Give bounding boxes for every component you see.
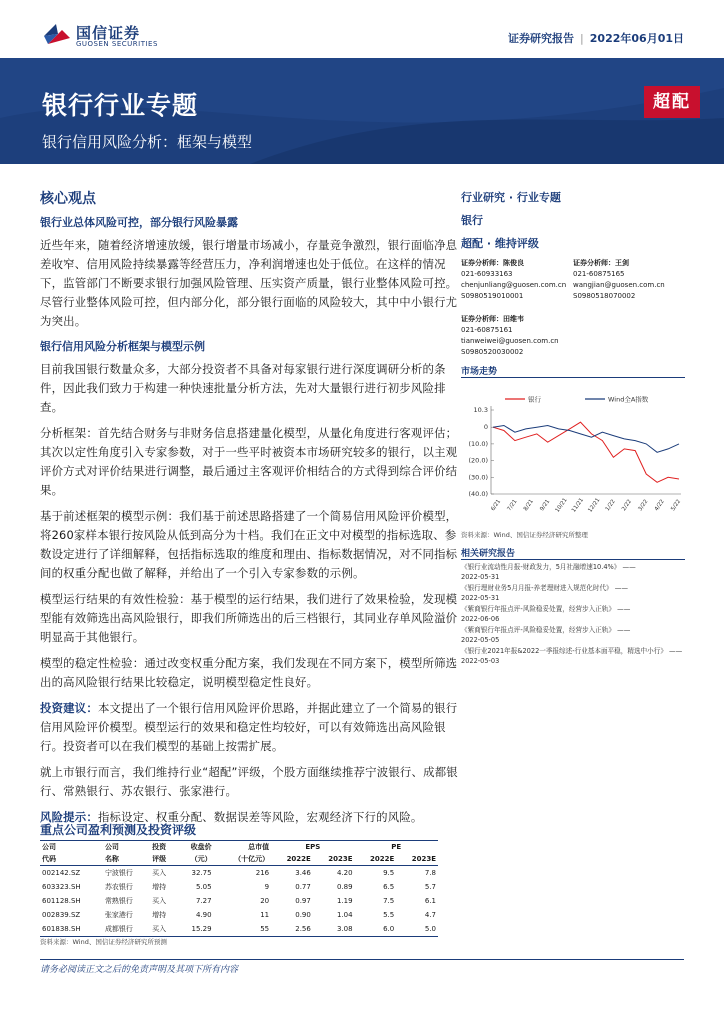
table-cell: 宁波银行 [104,869,133,877]
table-cell: 603323.SH [42,883,81,891]
y-tick-label: 0 [483,423,488,432]
related-report-item[interactable] [461,625,685,645]
separator: —— [612,584,628,592]
top-bar [0,0,724,58]
table-cell: 6.1 [424,897,436,905]
table-cell: 苏农银行 [104,883,133,891]
divider [461,377,685,378]
paragraph: 模型运行结果的有效性检验：基于模型的运行结果，我们进行了效果检验，发现模型能有效筛选出高风险银行，即我们所筛选出的后三档银行，其同业存单风险溢价明显高于其他银行。 [40,592,458,644]
report-date: 2022年06月01日 [589,32,684,45]
report-date: 2022-05-03 [461,657,500,665]
x-tick-label: 10/21 [554,497,569,514]
table-cell: 7.27 [195,897,212,905]
table-cell: 9.5 [383,869,395,877]
table-cell: 002142.SZ [42,869,81,877]
analyst-phone: 021-60875165 [573,270,625,278]
table-cell: 32.75 [191,869,212,877]
y-tick-label: (20.0) [468,456,488,465]
forecast-table-body [40,866,438,937]
x-tick-label: 3/22 [637,498,650,513]
report-date: 2022-05-31 [461,594,500,602]
series-line [493,422,679,482]
legend-label: Wind全A指数 [608,395,649,404]
x-tick-label: 7/21 [506,498,519,513]
table-cell: 成都银行 [103,922,150,937]
investment-advice [40,699,458,756]
related-reports-list [461,562,685,667]
separator: —— [615,605,631,613]
paragraph: 基于前述框架的模型示例：我们基于前述思路搭建了一个简易信用风险评价模型，将260家样本银行按风险从低到高分为十档。我们在正文中对模型的指标选取、参数设定进行了详细解释，包括指标选取的维度和理由、指标数据情况，对不同指标间的权重分配也做了解释，并给出了一个引入专家参数的示例。 [40,509,458,580]
report-date: 2022-06-06 [461,615,500,623]
table-cell: 11 [260,911,270,919]
table-cell: 3.46 [295,869,311,877]
col-header: 公司 [103,841,150,854]
col-header: 名称 [103,853,150,866]
table-cell: 7.5 [383,897,395,905]
separator: —— [620,563,636,571]
risk-text: 指标设定、权重分配、数据误差等风险，宏观经济下行的风险。 [97,810,423,824]
analyst-email[interactable]: tianweiwei@guosen.com.cn [461,337,559,345]
paragraph: 就上市银行而言，我们维持行业“超配”评级，个股方面继续推荐宁波银行、成都银行、常熟银行、苏农银行、张家港行。 [40,765,458,798]
col-header: 2023E [313,853,355,866]
legend-label: 银行 [528,395,541,404]
report-title: 《银行业流动性月报-财政发力，5月社融增速10.4%》 [461,563,621,571]
analyst-cert: S0980518070002 [573,292,636,300]
analyst-phone: 021-60875161 [461,326,513,334]
section-heading-framework: 银行信用风险分析框架与模型示例 [40,340,205,353]
table-cell: 0.89 [336,883,353,891]
col-header: 收盘价 [177,841,214,854]
report-title: 《紫商银行年报点评-风险稳妥处置，经营步入正轨》 [461,626,616,634]
report-title: 银行行业专题 [42,91,199,120]
x-tick-label: 12/21 [587,497,602,514]
table-row [40,894,438,908]
table-cell: 6.5 [383,883,395,891]
col-header: 2022E [271,853,313,866]
core-heading: 核心观点 [40,191,96,207]
y-tick-label: (10.0) [468,439,488,448]
title-banner [0,58,724,164]
disclaimer-footer: 请务必阅读正文之后的免责声明及其项下所有内容 [40,965,239,975]
analyst-card [461,258,566,302]
col-header: 投资 [150,841,177,854]
paragraph: 模型的稳定性检验：通过改变权重分配方案，我们发现在不同方案下，模型所筛选出的高风险银行结果比较稳定，说明模型稳定性良好。 [40,656,458,689]
table-row [40,866,438,881]
company-logo [42,22,172,50]
risk-label: 风险提示： [40,810,98,824]
analyst-label: 证券分析师： [461,259,503,267]
table-row [40,922,438,937]
table-cell: 55 [214,922,272,937]
col-header: 总市值 [214,841,272,854]
x-tick-label: 8/21 [522,498,535,513]
col-header: （元） [177,853,214,866]
rating-label: 超配 · 维持评级 [461,237,539,250]
industry-label: 行业研究 · 行业专题 [461,191,561,204]
table-cell: 增持 [152,911,167,919]
related-report-item[interactable] [461,562,685,582]
analyst-card [573,258,665,302]
table-cell: 216 [255,869,270,877]
table-cell: 2.56 [271,922,313,937]
table-cell: 7.8 [424,869,436,877]
col-header: EPS [271,841,354,854]
report-title: 《银行业2021年报&2022一季报综述-行业基本面平稳，精选中小行》 [461,647,667,655]
table-cell: 6.0 [355,922,397,937]
table-cell: 买入 [152,897,167,905]
col-header: 代码 [40,853,103,866]
analyst-name: 陈俊良 [503,259,524,267]
report-date: 2022-05-05 [461,636,500,644]
divider [40,959,684,960]
table-cell: 常熟银行 [104,897,133,905]
table-cell: 20 [260,897,270,905]
x-tick-label: 4/22 [653,498,666,513]
sidebar [461,189,685,376]
logo-cn: 国信证券 [76,24,141,42]
report-date: 2022-05-31 [461,573,500,581]
x-tick-label: 9/21 [539,498,552,513]
chart-source: 资料来源：Wind、国信证券经济研究所整理 [461,531,588,539]
table-cell: 张家港行 [104,911,133,919]
report-subtitle: 银行信用风险分析：框架与模型 [42,133,253,151]
y-tick-label: (30.0) [468,473,488,482]
analyst-card [461,314,559,358]
table-cell: 买入 [152,869,167,877]
table-cell: 5.05 [195,883,212,891]
table-cell: 9 [264,883,270,891]
divider [461,559,685,560]
table-cell: 0.97 [295,897,311,905]
x-tick-label: 2/22 [621,498,634,513]
analyst-list [461,258,685,376]
table-cell: 601838.SH [40,922,103,937]
separator: —— [666,647,683,655]
report-meta: 证券研究报告 | 2022年06月01日 [508,32,684,45]
table-cell: 4.7 [424,911,436,919]
analyst-email[interactable]: chenjunliang@guosen.com.cn [461,281,567,289]
analyst-name: 王剑 [615,259,629,267]
col-header: 2023E [396,853,438,866]
market-trend-label: 市场走势 [461,367,498,377]
rating-badge: 超配 [644,86,700,118]
related-report-item[interactable] [461,583,685,603]
table-cell: 15.29 [177,922,214,937]
market-trend-chart [461,390,685,520]
related-report-item[interactable] [461,646,685,666]
logo-mark-icon [42,22,72,48]
section-heading-risk: 银行业总体风险可控，部分银行风险暴露 [40,216,238,229]
x-tick-label: 11/21 [570,497,586,514]
analyst-label: 证券分析师： [573,259,615,267]
table-cell: 1.04 [336,911,353,919]
table-cell: 4.90 [195,911,212,919]
col-header: PE [355,841,438,854]
table-cell: 买入 [150,922,177,937]
analyst-label: 证券分析师： [461,315,503,323]
x-tick-label: 1/22 [604,498,617,513]
col-header: 公司 [40,841,103,854]
col-header: （十亿元） [214,853,272,866]
forecast-table [40,840,438,937]
table-cell: 5.5 [383,911,395,919]
table-cell: 5.7 [424,883,436,891]
core-views-column [40,188,458,834]
table-row [40,880,438,894]
analyst-cert: S0980519010001 [461,292,524,300]
related-report-item[interactable] [461,604,685,624]
y-tick-label: 10.3 [473,406,488,414]
report-type: 证券研究报告 [508,32,575,45]
table-cell: 增持 [152,883,167,891]
table-cell: 4.20 [336,869,353,877]
table-cell: 5.0 [396,922,438,937]
col-header: 2022E [355,853,397,866]
logo-en: GUOSEN SECURITIES [76,40,158,48]
report-title: 《紫商银行年报点评-风险稳妥处置，经营步入正轨》 [461,605,616,613]
report-title: 《银行理财业务5月月报-养老理财进入规范化时代》 [461,584,613,592]
related-reports-label: 相关研究报告 [461,549,516,559]
table-source: 资料来源：Wind、国信证券经济研究所预测 [40,938,167,946]
separator: —— [615,626,631,634]
sector-label: 银行 [461,214,483,227]
advice-text: 本文提出了一个银行信用风险评价思路，并据此建立了一个简易的银行信用风险评价模型。模型运行的效果和稳定性均较好，可以有效筛选出高风险银行。投资者可以在我们模型的基础上按需扩展。 [40,701,458,753]
paragraph: 分析框架：首先结合财务与非财务信息搭建量化模型，从量化角度进行客观评估；其次以定性角度引入专家参数，对于一些平时被资本市场研究较多的银行，以主观评价方式对评价结果进行调整，最后通过主客观评价相结合的方式得到综合评价结果。 [40,426,458,497]
advice-label: 投资建议： [40,701,98,715]
table-cell: 002839.SZ [42,911,81,919]
analyst-cert: S0980520030002 [461,348,524,356]
table-cell: 1.19 [336,897,353,905]
analyst-phone: 021-60933163 [461,270,513,278]
x-tick-label: 6/21 [490,498,503,513]
table-cell: 3.08 [313,922,355,937]
table-row [40,908,438,922]
table-cell: 601128.SH [42,897,81,905]
paragraph: 目前我国银行数量众多，大部分投资者不具备对每家银行进行深度调研分析的条件，因此我们致力于构建一种快速批量分析方法，先对大量银行进行初步风险排查。 [40,362,446,414]
analyst-email[interactable]: wangjian@guosen.com.cn [573,281,665,289]
paragraph: 近些年来，随着经济增速放缓，银行增量市场减小，存量竞争激烈，银行面临净息差收窄、信用风险持续暴露等经营压力，净利润增速也处于低位。在这样的情况下，监管部门不断要求银行加强风险管理、压实资产质量，银行业整体风险可控。尽管行业整体风险可控，但内部分化，部分银行面临的风险较大，其中中小银行尤为突出。 [40,238,458,328]
x-tick-label: 5/22 [670,498,683,513]
table-cell: 0.77 [295,883,311,891]
table-cell: 0.90 [295,911,311,919]
col-header: 评级 [150,853,177,866]
analyst-name: 田维韦 [503,315,524,323]
forecast-table-title: 重点公司盈利预测及投资评级 [40,823,197,837]
y-tick-label: (40.0) [468,490,488,498]
